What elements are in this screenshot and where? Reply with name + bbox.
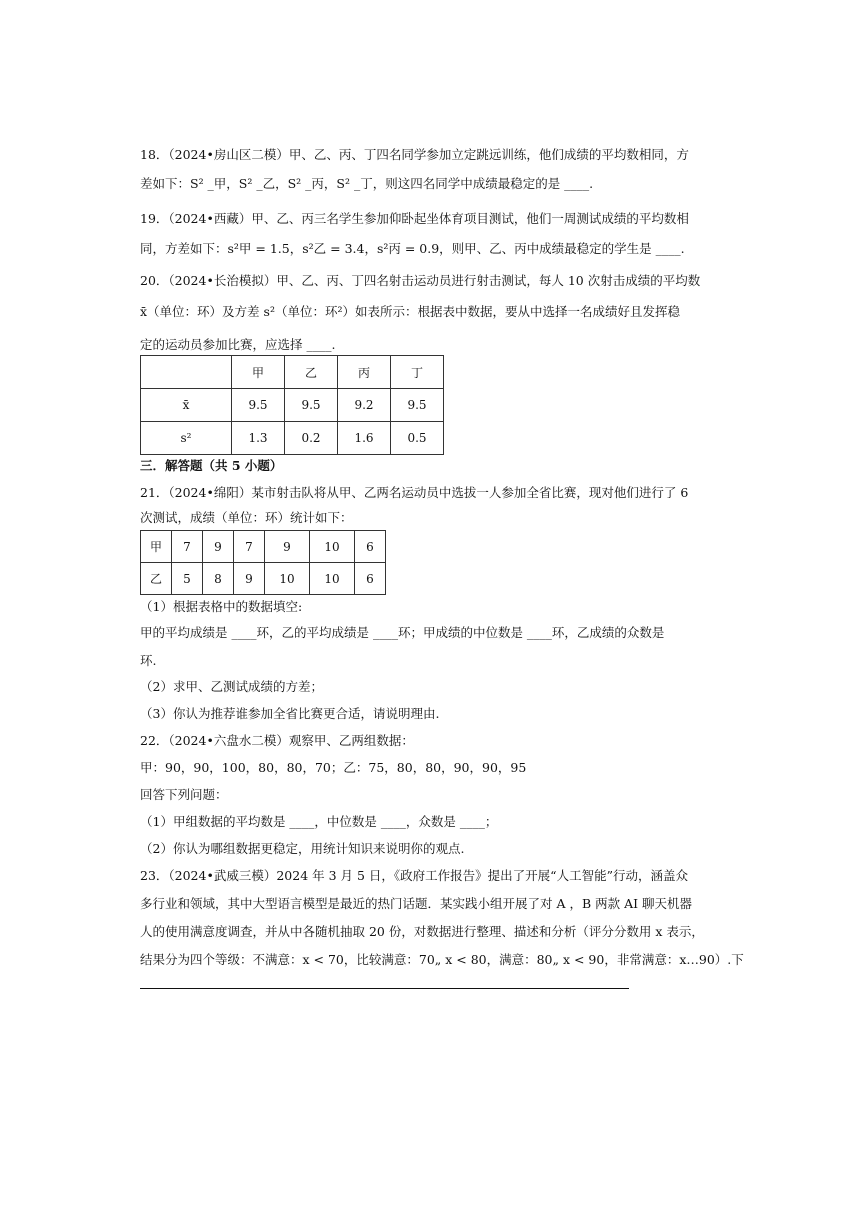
q19-line1: 19．（2024•西藏）甲、乙、丙三名学生参加仰卧起坐体育项目测试，他们一周测试成绩的平均数相	[140, 211, 689, 226]
table-cell: 9	[203, 531, 234, 563]
q22-part2: （2）你认为哪组数据更稳定，用统计知识来说明你的观点.	[140, 841, 465, 856]
q21-table	[140, 530, 386, 595]
table-cell: 6	[355, 563, 386, 595]
table-cell: 6	[355, 531, 386, 563]
q20-line2: x̄（单位：环）及方差 s²（单位：环²）如表所示：根据表中数据，要从中选择一名成绩好且发挥稳	[140, 304, 680, 319]
q21-part1-fill-b: 环.	[140, 653, 157, 668]
q20-line1: 20．（2024•长治模拟）甲、乙、丙、丁四名射击运动员进行射击测试，每人 10 次射击成绩的平均数	[140, 273, 701, 288]
table-cell: 10	[310, 531, 355, 563]
table-row	[141, 356, 444, 389]
table-cell	[141, 356, 232, 389]
q20-table	[140, 355, 444, 455]
q21-part3: （3）你认为推荐谁参加全省比赛更合适，请说明理由.	[140, 706, 440, 721]
q23-line1: 23．（2024•武威三模）2024 年 3 月 5 日，《政府工作报告》提出了开展“人工智能”行动，涵盖众	[140, 868, 688, 883]
q18-line2: 差如下：S² _甲，S² _乙，S² _丙，S² _丁，则这四名同学中成绩最稳定的是 ____.	[140, 176, 594, 191]
q21-line2: 次测试，成绩（单位：环）统计如下：	[140, 510, 353, 525]
footer-divider	[140, 988, 629, 989]
table-row	[141, 422, 444, 455]
table-cell: 甲	[141, 531, 172, 563]
table-cell: 10	[310, 563, 355, 595]
table-cell: 9	[265, 531, 310, 563]
q21-part1: （1）根据表格中的数据填空:	[140, 599, 303, 614]
table-cell: s²	[141, 422, 232, 455]
q22-line2: 甲：90，90，100，80，80，70；乙：75，80，80，90，90，95	[140, 760, 527, 775]
table-cell: 7	[172, 531, 203, 563]
table-cell: x̄	[141, 389, 232, 422]
table-cell: 1.3	[232, 422, 285, 455]
q23-line2: 多行业和领域，其中大型语言模型是最近的热门话题．某实践小组开展了对 A ，B 两款 AI 聊天机器	[140, 896, 693, 911]
table-cell: 9.5	[391, 389, 444, 422]
table-cell: 乙	[285, 356, 338, 389]
q21-part1-fill-a: 甲的平均成绩是 ____环，乙的平均成绩是 ____环；甲成绩的中位数是 ____环，乙成绩的众数是	[140, 625, 665, 640]
q21-line1: 21．（2024•绵阳）某市射击队将从甲、乙两名运动员中选拔一人参加全省比赛，现对他们进行了 6	[140, 485, 689, 500]
q18-line1: 18．（2024•房山区二模）甲、乙、丙、丁四名同学参加立定跳远训练，他们成绩的平均数相同，方	[140, 147, 689, 162]
table-cell: 9.2	[338, 389, 391, 422]
table-cell: 乙	[141, 563, 172, 595]
table-cell: 丙	[338, 356, 391, 389]
table-cell: 1.6	[338, 422, 391, 455]
table-cell: 7	[234, 531, 265, 563]
q23-line3: 人的使用满意度调查，并从中各随机抽取 20 份，对数据进行整理、描述和分析（评分分数用 x 表示，	[140, 924, 704, 939]
table-cell: 10	[265, 563, 310, 595]
section-heading: 三．解答题（共 5 小题）	[140, 458, 283, 473]
table-row	[141, 563, 386, 595]
table-cell: 甲	[232, 356, 285, 389]
table-cell: 丁	[391, 356, 444, 389]
q19-line2: 同，方差如下：s²甲 = 1.5，s²乙 = 3.4，s²丙 = 0.9，则甲、乙、丙中成绩最稳定的学生是 ____.	[140, 241, 685, 256]
q22-line1: 22．（2024•六盘水二模）观察甲、乙两组数据：	[140, 733, 414, 748]
table-cell: 0.2	[285, 422, 338, 455]
table-cell: 0.5	[391, 422, 444, 455]
q20-line3: 定的运动员参加比赛，应选择 ____.	[140, 337, 336, 352]
table-cell: 5	[172, 563, 203, 595]
q22-line3: 回答下列问题：	[140, 787, 228, 802]
table-cell: 9	[234, 563, 265, 595]
table-cell: 9.5	[232, 389, 285, 422]
q21-part2: （2）求甲、乙测试成绩的方差；	[140, 679, 323, 694]
table-row	[141, 389, 444, 422]
table-cell: 8	[203, 563, 234, 595]
table-row	[141, 531, 386, 563]
table-cell: 9.5	[285, 389, 338, 422]
q22-part1: （1）甲组数据的平均数是 ____，中位数是 ____，众数是 ____；	[140, 814, 498, 829]
q23-line4: 结果分为四个等级：不满意：x < 70，比较满意：70„ x < 80，满意：80„ x < 90，非常满意：x…90）.下	[140, 952, 744, 967]
